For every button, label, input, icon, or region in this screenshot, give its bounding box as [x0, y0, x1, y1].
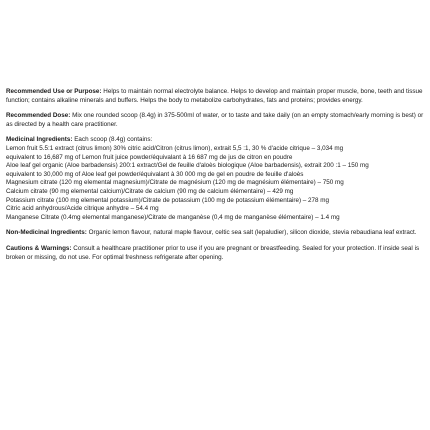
ingredient-line: equivalent to 30,000 mg of Aloe leaf gel powder/équivalant à 30 000 mg de gel en poudre de feuille d'aloès — [6, 170, 304, 178]
ingredient-line: Manganese Citrate (0.4mg elemental manganese)/Citrate de manganèse (0,4 mg de manganèse élémentaire) – 1.4 mg — [6, 213, 340, 221]
recommended-dose-text: Mix one rounded scoop (8.4g) in 375-500ml of water, or to taste and take daily (on an empty stomach/early morning is best) or as directed by a health care practitioner. — [6, 112, 424, 128]
recommended-dose-section — [6, 112, 426, 129]
medicinal-ingredients-section — [6, 136, 426, 222]
cautions-warnings-section — [6, 245, 426, 262]
recommended-use-text: Helps to maintain normal electrolyte balance. Helps to develop and maintain proper muscle, bone, teeth and tissue function; contains alkaline minerals and buffers. Helps the body to metabolize carbohydrates, fats and proteins; provides energy. — [6, 88, 423, 104]
non-medicinal-ingredients-section — [6, 229, 426, 238]
non-medicinal-ingredients-text: Organic lemon flavour, natural maple flavour, celtic sea salt (lepaludier), silicon dioxide, stevia rebaudiana leaf extract. — [86, 229, 417, 237]
product-label-document — [6, 88, 426, 269]
ingredient-line: equivalent to 16,687 mg of Lemon fruit juice powder/équivalant à 16 687 mg de jus de citron en poudre — [6, 153, 293, 161]
medicinal-ingredients-heading — [6, 136, 426, 145]
medicinal-ingredients-label: Medicinal Ingredients: — [6, 136, 73, 144]
ingredient-line: Magnesium citrate (120 mg elemental magnesium)/Citrate de magnésium (120 mg de magnésium élémentaire) – 750 mg — [6, 179, 344, 187]
recommended-use-label: Recommended Use or Purpose: — [6, 88, 102, 95]
ingredient-line: Calcium citrate (90 mg elemental calcium)/Citrate de calcium (90 mg de calcium élémentaire) – 429 mg — [6, 187, 294, 195]
ingredient-line: Aloe leaf gel organic (Aloe barbadensis) 200:1 extract/Gel de feuille d'aloès biologique (Aloe barbadensis), extrait 200 :1 – 150 mg — [6, 162, 369, 170]
non-medicinal-ingredients-label: Non-Medicinal Ingredients: — [6, 229, 87, 237]
cautions-warnings-text: Consult a healthcare practitioner prior to use if you are pregnant or breastfeeding. Sealed for your protection. If inside seal is broken or missing, do not use. For optimal freshness refrigerate after opening. — [6, 244, 420, 261]
cautions-warnings-label: Cautions & Warnings: — [6, 244, 72, 252]
ingredient-line: Potassium citrate (100 mg elemental potassium)/Citrate de potassium (100 mg de potassium élémentaire) – 278 mg — [6, 196, 330, 204]
ingredient-line: Lemon fruit 5.5:1 extract (citrus limon) 30% citric acid/Citron (citrus limon), extrait 5,5 :1, 30 % d'acide citrique – 3,034 mg — [6, 144, 344, 152]
medicinal-ingredients-intro: Each scoop (8.4g) contains: — [72, 136, 153, 144]
recommended-use-section — [6, 88, 426, 105]
recommended-dose-label: Recommended Dose: — [6, 112, 71, 120]
ingredient-line: Citric acid anhydrous/Acide citrique anhydre – 54.4 mg — [6, 205, 159, 213]
